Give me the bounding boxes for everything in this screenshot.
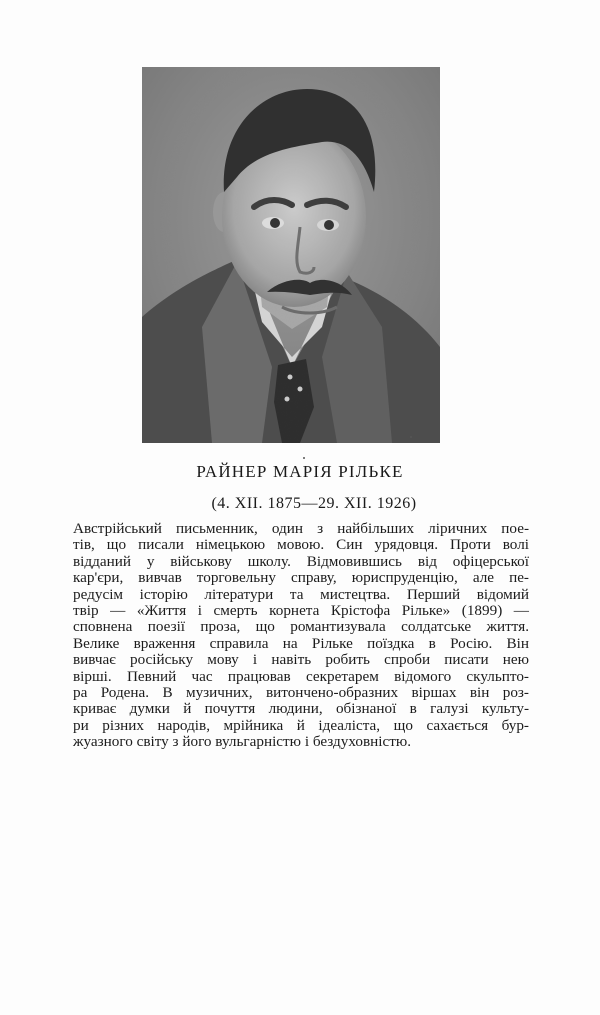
bio-line: тів, що писали німецькою мовою. Син урядовця. Проти волі	[73, 536, 529, 554]
print-speck	[410, 436, 412, 438]
biography-paragraph	[73, 521, 529, 750]
life-dates: (4. XII. 1875—29. XII. 1926)	[211, 495, 417, 512]
bio-line: твір — «Життя і смерть корнета Крістофа Рільке» (1899) —	[73, 601, 529, 619]
bio-line: Австрійський письменник, один з найбільших ліричних пое-	[73, 520, 529, 537]
bio-line: відданий у військову школу. Відмовившись від офіцерської	[73, 552, 529, 570]
bio-line: криває думки й почуття людини, обізнаної в галузі культу-	[73, 700, 529, 718]
bio-line: кар'єри, вивчав торговельну справу, юриспруденцію, але пе-	[73, 569, 529, 587]
bio-line: редусім історію літератури та мистецтва. Перший відомий	[73, 585, 529, 603]
bio-line: ра Родена. В музичних, витончено-образних віршах він роз-	[73, 683, 529, 701]
bio-line: сповнена поезії проза, що романтизувала солдатське життя.	[73, 618, 529, 636]
bio-line: Велике враження справила на Рільке поїздка в Росію. Він	[73, 634, 529, 652]
bio-line: вірші. Певний час працював секретарем відомого скульпто-	[73, 667, 529, 685]
portrait-illustration	[142, 67, 440, 443]
bio-line: ри різних народів, мрійника й ідеаліста, що сахається бур-	[73, 716, 529, 734]
person-name-heading: РАЙНЕР МАРІЯ РІЛЬКЕ	[196, 462, 404, 481]
bio-line: вивчає російську мову і навіть робить спроби писати нею	[73, 651, 529, 669]
portrait-photo	[142, 67, 440, 443]
print-speck	[303, 457, 305, 459]
bio-line: жуазного світу з його вульгарністю і бездуховністю.	[73, 733, 411, 751]
